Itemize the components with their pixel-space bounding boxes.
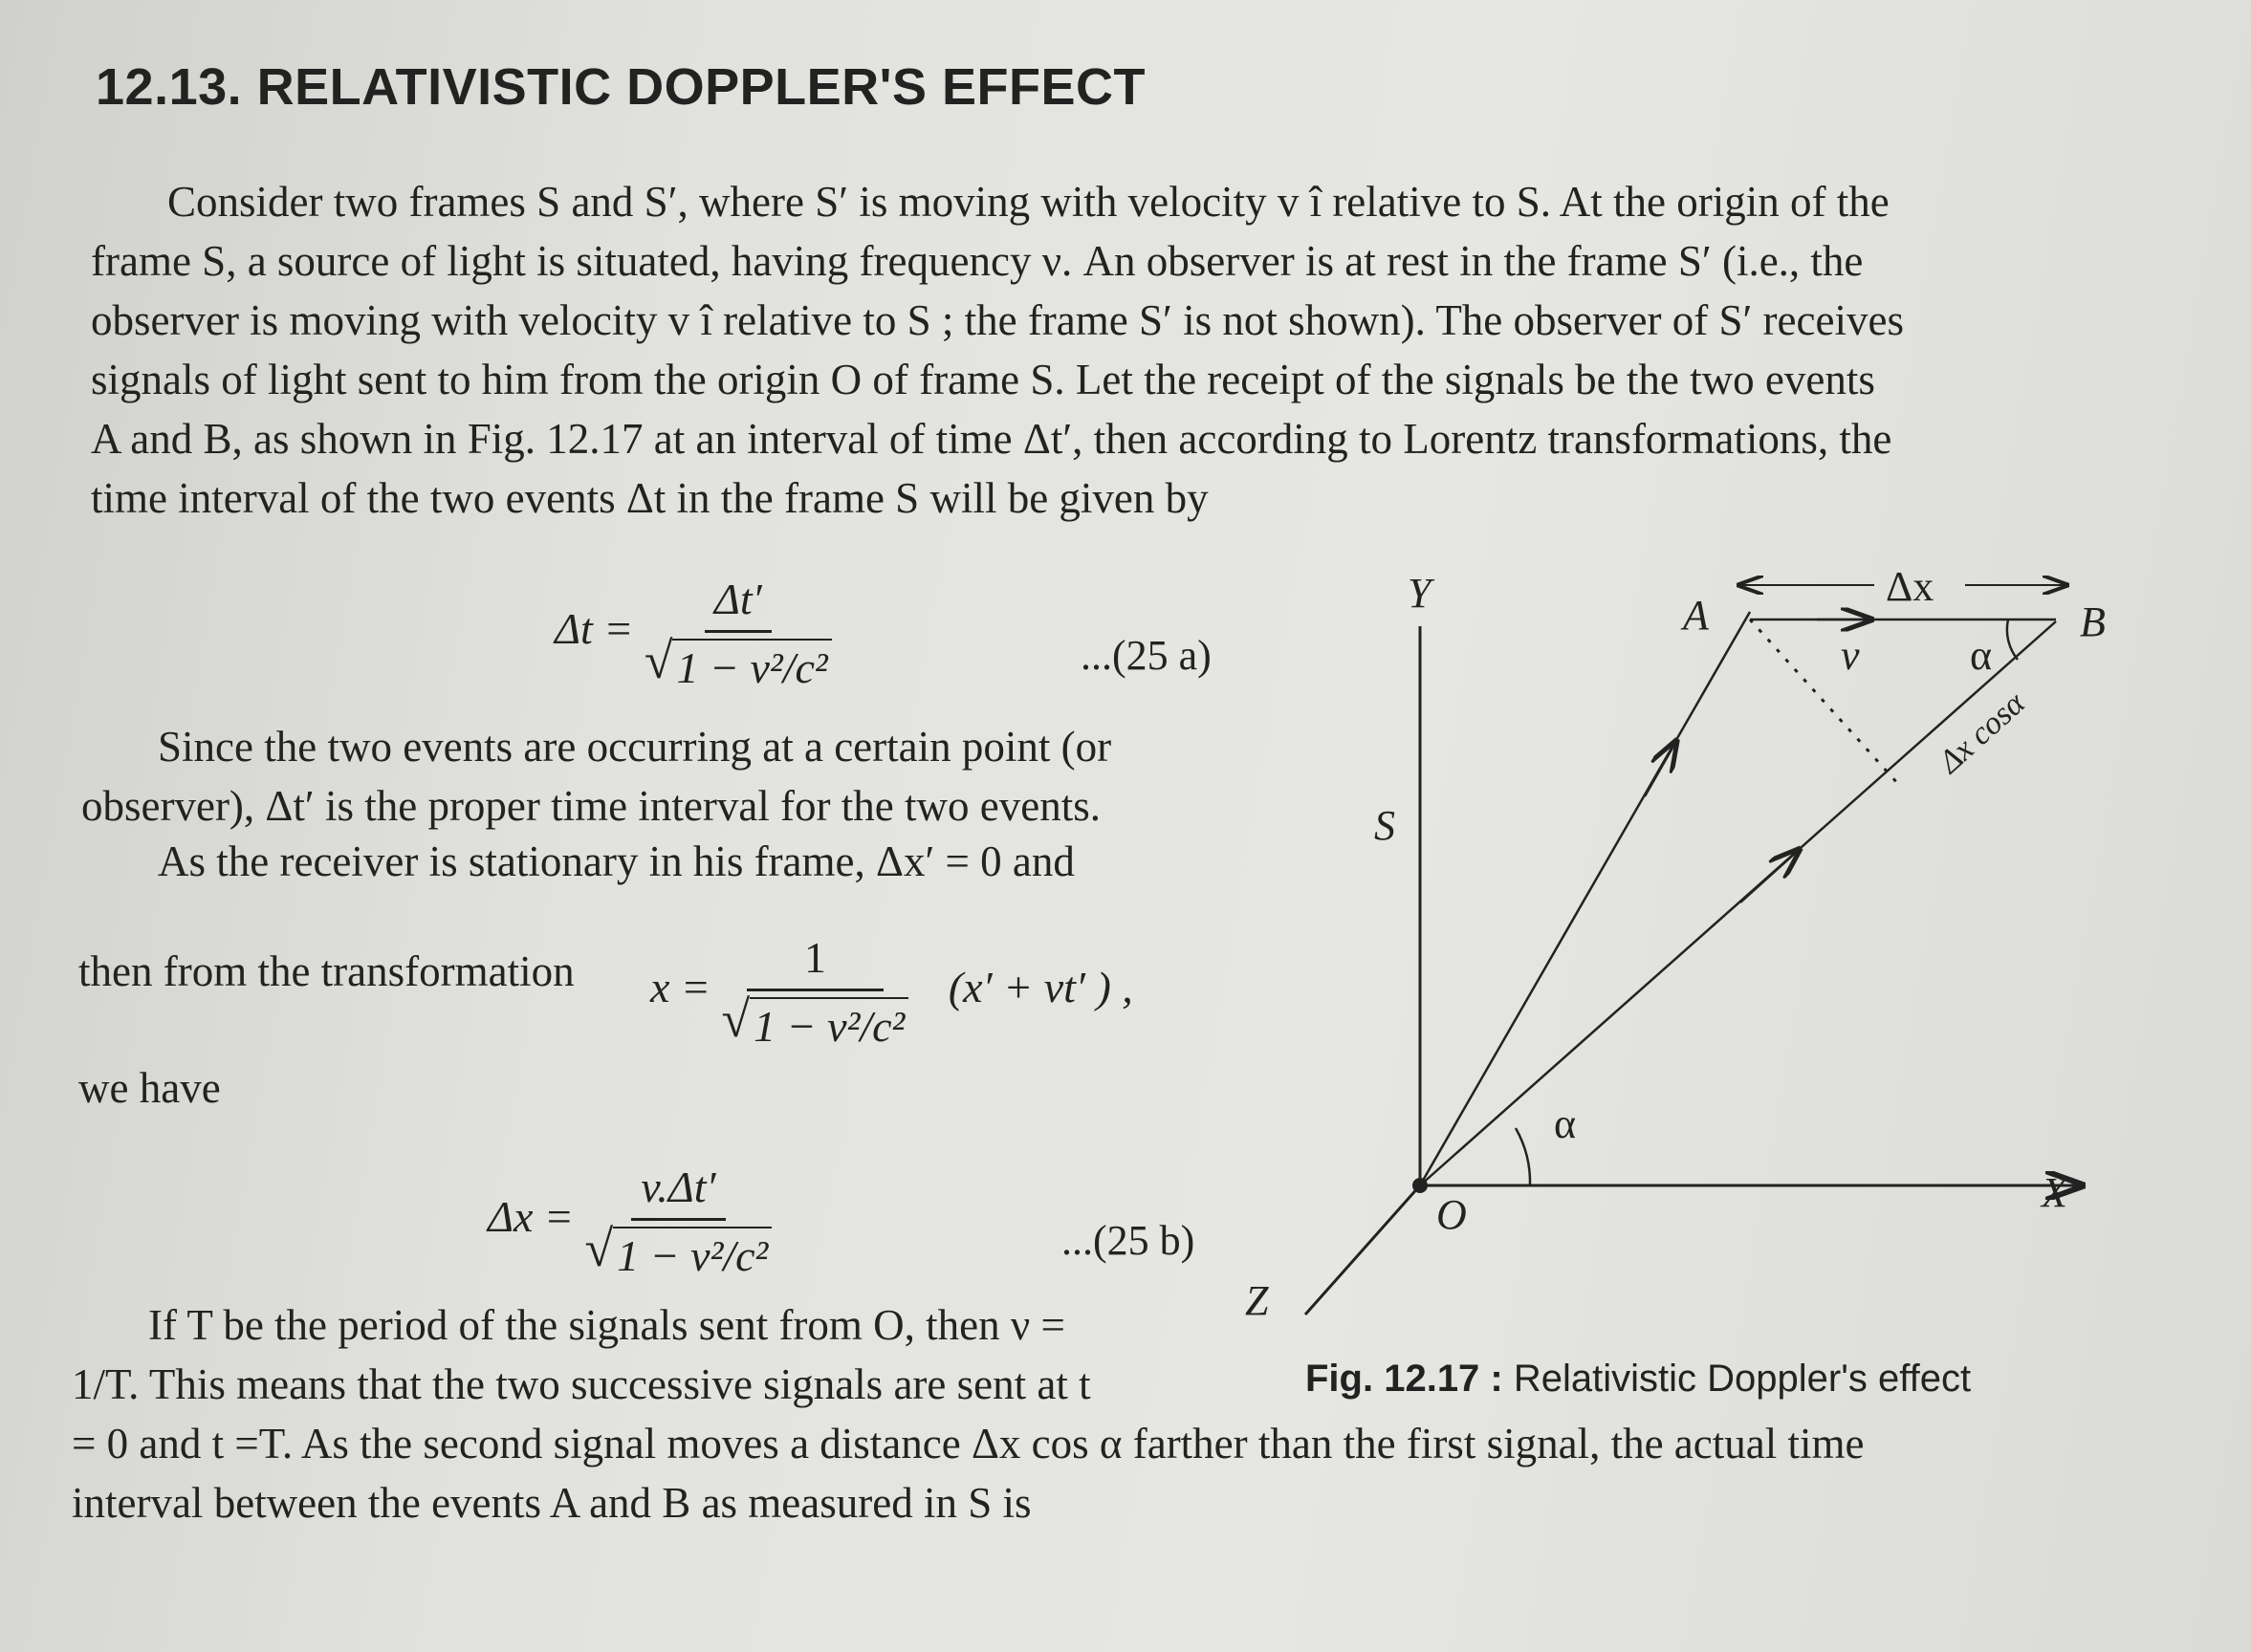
label-S: S (1374, 802, 1395, 849)
we-have-text: we have (78, 1064, 221, 1112)
period-line-1: If T be the period of the signals sent from O, then ν = (148, 1301, 1065, 1349)
ray-to-A (1420, 612, 1750, 1185)
ray-to-B-arrow (1740, 851, 1798, 902)
angle-arc-B (2007, 620, 2018, 660)
intro-line-1: Consider two frames S and S′, where S′ is moving with velocity v î relative to S. At the origin of the (167, 178, 1890, 226)
label-alpha-top: α (1970, 632, 1993, 679)
eq25b-tag: ...(25 b) (1061, 1217, 1195, 1264)
label-A: A (1683, 592, 1709, 639)
figure-caption (1305, 1358, 1971, 1401)
label-alpha-origin: α (1554, 1100, 1577, 1147)
transformation-rhs: (x′ + vt′ ) , (948, 963, 1133, 1012)
label-O: O (1436, 1191, 1467, 1238)
intro-line-3: observer is moving with velocity v î relative to S ; the frame S′ is not shown). The observer of S′ receives (91, 296, 1904, 344)
proper-time-line-2: observer), Δt′ is the proper time interval for the two events. (81, 782, 1101, 830)
transformation-radicand: 1 − v²/c² (750, 997, 908, 1052)
transformation-lhs: x = (650, 963, 710, 1012)
intro-line-6: time interval of the two events Δt in the frame S will be given by (91, 474, 1209, 522)
receiver-line-1: As the receiver is stationary in his frame, Δx′ = 0 and (158, 837, 1075, 885)
ray-to-A-arrow (1645, 743, 1675, 796)
label-dx-cos-alpha: Δx cosα (1932, 685, 2032, 780)
section-heading: 12.13. RELATIVISTIC DOPPLER'S EFFECT (96, 58, 1147, 116)
sqrt-symbol: √ (644, 632, 673, 689)
eq25a-numerator: Δt′ (705, 574, 772, 633)
eq25b-numerator: v.Δt′ (631, 1162, 725, 1221)
period-line-2: 1/T. This means that the two successive signals are sent at t (72, 1360, 1091, 1408)
eq25b-lhs: Δx = (488, 1192, 574, 1242)
period-line-3: = 0 and t =T. As the second signal moves a distance Δx cos α farther than the first signal, the actual time (72, 1420, 1865, 1467)
intro-line-2: frame S, a source of light is situated, having frequency ν. An observer is at rest in the frame S′ (i.e., the (91, 237, 1864, 285)
label-X: X (2042, 1169, 2067, 1216)
label-dx: Δx (1886, 563, 1934, 610)
eq25b-radicand: 1 − v²/c² (613, 1227, 772, 1281)
intro-line-4: signals of light sent to him from the origin O of frame S. Let the receipt of the signals be the two events (91, 356, 1875, 403)
intro-line-5: A and B, as shown in Fig. 12.17 at an interval of time Δt′, then according to Lorentz transformations, the (91, 415, 1892, 463)
origin-point (1412, 1178, 1428, 1193)
sqrt-symbol: √ (721, 990, 751, 1048)
proper-time-line-1: Since the two events are occurring at a certain point (or (158, 723, 1112, 771)
eq25a-tag: ...(25 a) (1081, 632, 1212, 679)
transformation-numerator: 1 (747, 932, 884, 991)
z-axis (1305, 1185, 1420, 1315)
eq25a-radicand: 1 − v²/c² (672, 639, 831, 693)
caption-text: Relativistic Doppler's effect (1513, 1358, 1972, 1400)
period-line-4: interval between the events A and B as measured in S is (72, 1479, 1032, 1527)
transformation-prefix: then from the transformation (78, 947, 575, 995)
sqrt-symbol: √ (584, 1220, 614, 1277)
perpendicular-dotted (1750, 620, 1898, 784)
angle-arc-origin (1516, 1128, 1530, 1185)
caption-number: Fig. 12.17 : (1305, 1358, 1503, 1400)
label-Y: Y (1408, 570, 1431, 617)
label-B: B (2080, 598, 2106, 645)
ray-to-B (1420, 621, 2056, 1185)
label-Z: Z (1245, 1277, 1269, 1324)
label-v: v (1841, 632, 1860, 679)
eq25a-lhs: Δt = (555, 604, 634, 654)
